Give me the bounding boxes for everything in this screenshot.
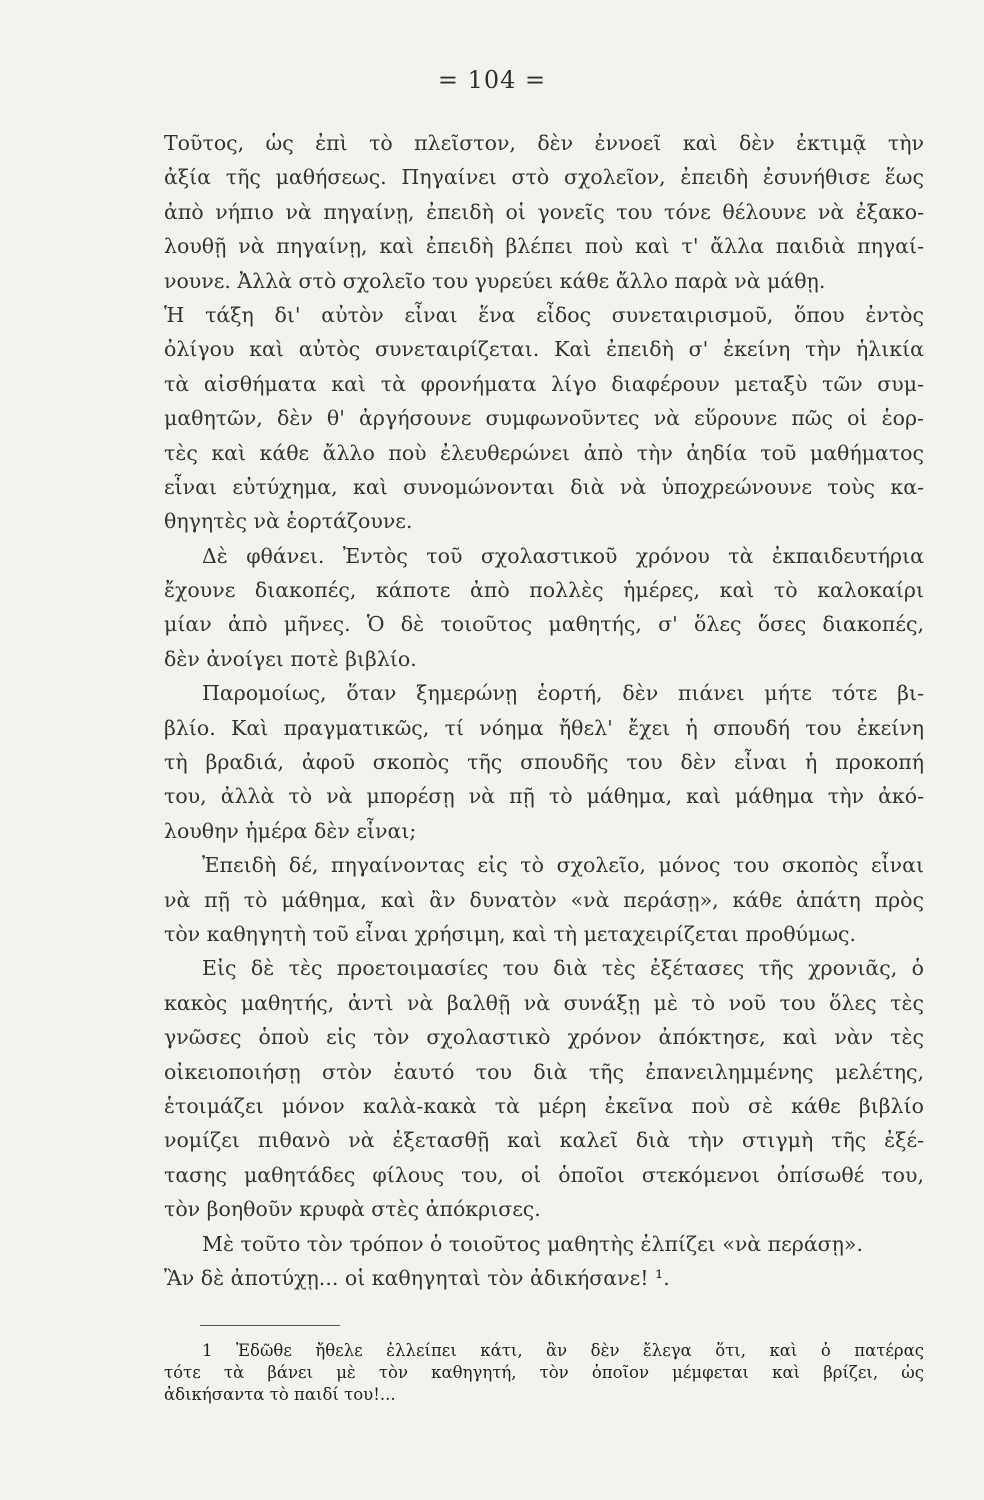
footnote-line: 1 Ἐδῶθε ἤθελε ἐλλείπει κάτι, ἂν δὲν ἔλεγα ὅτι, καὶ ὁ πατέρας <box>202 1341 924 1360</box>
body-line: μαθητῶν, δὲν θ' ἀργήσουνε συμφωνοῦντες νὰ εὕρουνε πῶς οἱ ἑορ- <box>164 406 924 431</box>
body-line: θηγητὲς νὰ ἑορτάζουνε. <box>164 509 413 534</box>
footnote-line: τότε τὰ βάνει μὲ τὸν καθηγητή, τὸν ὁποῖον μέμφεται καὶ βρίζει, ὡς <box>164 1363 924 1382</box>
body-line: Ἐπειδὴ δέ, πηγαίνοντας εἰς τὸ σχολεῖο, μόνος του σκοπὸς εἶναι <box>202 853 924 878</box>
body-line: Μὲ τοῦτο τὸν τρόπον ὁ τοιοῦτος μαθητὴς ἐλπίζει «νὰ περάσῃ». <box>202 1231 863 1256</box>
body-line: Ἡ τάξη δι' αὐτὸν εἶναι ἕνα εἶδος συνεταιρισμοῦ, ὅπου ἐντὸς <box>164 302 924 327</box>
body-line: ἀξία τῆς μαθήσεως. Πηγαίνει στὸ σχολεῖον, ἐπειδὴ ἐσυνήθισε ἕως <box>164 165 924 190</box>
body-line: ἔχουνε διακοπές, κάποτε ἀπὸ πολλὲς ἡμέρες, καὶ τὸ καλοκαίρι <box>164 578 924 603</box>
body-line: τὸν καθηγητὴ τοῦ εἶναι χρήσιμη, καὶ τὴ μεταχειρίζεται προθύμως. <box>164 921 857 946</box>
body-line: Εἰς δὲ τὲς προετοιμασίες του διὰ τὲς ἐξέτασες τῆς χρονιᾶς, ὁ <box>202 956 924 981</box>
body-line: βλίο. Καὶ πραγματικῶς, τί νόημα ἤθελ' ἔχει ἡ σπουδή του ἐκείνη <box>164 715 924 740</box>
body-line: ἀπὸ νήπιο νὰ πηγαίνῃ, ἐπειδὴ οἱ γονεῖς του τόνε θέλουνε νὰ ἐξακο- <box>164 199 924 224</box>
body-line: ὀλίγου καὶ αὐτὸς συνεταιρίζεται. Καὶ ἐπειδὴ σ' ἐκείνη τὴν ἡλικία <box>164 337 924 362</box>
body-line: του, ἀλλὰ τὸ νὰ μπορέσῃ νὰ πῇ τὸ μάθημα, καὶ μάθημα τὴν ἀκό- <box>164 784 924 809</box>
body-line: Τοῦτος, ὡς ἐπὶ τὸ πλεῖστον, δὲν ἐννοεῖ καὶ δὲν ἐκτιμᾷ τὴν <box>164 131 924 155</box>
body-line: Παρομοίως, ὅταν ξημερώνῃ ἑορτή, δὲν πιάνει μήτε τότε βι- <box>202 681 924 706</box>
body-line: τὴ βραδιά, ἀφοῦ σκοπὸς τῆς σπουδῆς του δὲν εἶναι ἡ προκοπή <box>164 750 924 775</box>
body-line: τὲς καὶ κάθε ἄλλο ποὺ ἐλευθερώνει ἀπὸ τὴν ἀηδία τοῦ μαθήματος <box>164 440 924 465</box>
body-line: τὰ αἰσθήματα καὶ τὰ φρονήματα λίγο διαφέρουν μεταξὺ τῶν συμ- <box>164 371 924 396</box>
body-line: γνῶσες ὁποὺ εἰς τὸν σχολαστικὸ χρόνον ἀπόκτησε, καὶ νὰν τὲς <box>164 1025 924 1050</box>
body-line: μίαν ἀπὸ μῆνες. Ὁ δὲ τοιοῦτος μαθητής, σ' ὅλες ὅσες διακοπές, <box>164 612 924 637</box>
body-line: ἑτοιμάζει μόνον καλὰ-κακὰ τὰ μέρη ἐκεῖνα ποὺ σὲ κάθε βιβλίο <box>164 1093 924 1118</box>
footnote-divider <box>200 1325 340 1326</box>
body-line: τασης μαθητάδες φίλους του, οἱ ὁποῖοι στεκόμενοι ὀπίσωθέ του, <box>164 1162 924 1187</box>
body-line: δὲν ἀνοίγει ποτὲ βιβλίο. <box>164 646 417 671</box>
body-line: οἰκειοποιήσῃ στὸν ἑαυτό του διὰ τῆς ἐπανειλημμένης μελέτης, <box>164 1059 924 1084</box>
body-line: εἶναι εὐτύχημα, καὶ συνομώνονται διὰ νὰ ὑποχρεώνουνε τοὺς κα- <box>164 474 924 499</box>
body-line: τὸν βοηθοῦν κρυφὰ στὲς ἀπόκρισες. <box>164 1197 541 1222</box>
body-line: λουθῇ νὰ πηγαίνῃ, καὶ ἐπειδὴ βλέπει ποὺ καὶ τ' ἄλλα παιδιὰ πηγαί- <box>164 234 924 259</box>
body-line: κακὸς μαθητής, ἀντὶ νὰ βαλθῇ νὰ συνάξῃ μὲ τὸ νοῦ του ὅλες τὲς <box>164 990 924 1015</box>
body-line: Δὲ φθάνει. Ἐντὸς τοῦ σχολαστικοῦ χρόνου τὰ ἐκπαιδευτήρια <box>202 543 924 568</box>
page-number: = 104 = <box>437 66 547 94</box>
footnote-line: ἀδικήσαντα τὸ παιδί του!... <box>164 1385 396 1404</box>
body-line: νομίζει πιθανὸ νὰ ἐξετασθῇ καὶ καλεῖ διὰ τὴν στιγμὴ τῆς ἐξέ- <box>164 1128 924 1153</box>
body-text <box>164 126 924 1295</box>
body-line: νὰ πῇ τὸ μάθημα, καὶ ἂν δυνατὸν «νὰ περάσῃ», κάθε ἀπάτη πρὸς <box>164 887 924 912</box>
footnote <box>164 1340 924 1406</box>
body-line: λουθην ἡμέρα δὲν εἶναι; <box>164 818 417 843</box>
body-line: νουνε. Ἀλλὰ στὸ σχολεῖο του γυρεύει κάθε ἄλλο παρὰ νὰ μάθῃ. <box>164 268 826 293</box>
body-line: Ἂν δὲ ἀποτύχῃ... οἱ καθηγηταὶ τὸν ἀδικήσανε! ¹. <box>164 1265 670 1290</box>
